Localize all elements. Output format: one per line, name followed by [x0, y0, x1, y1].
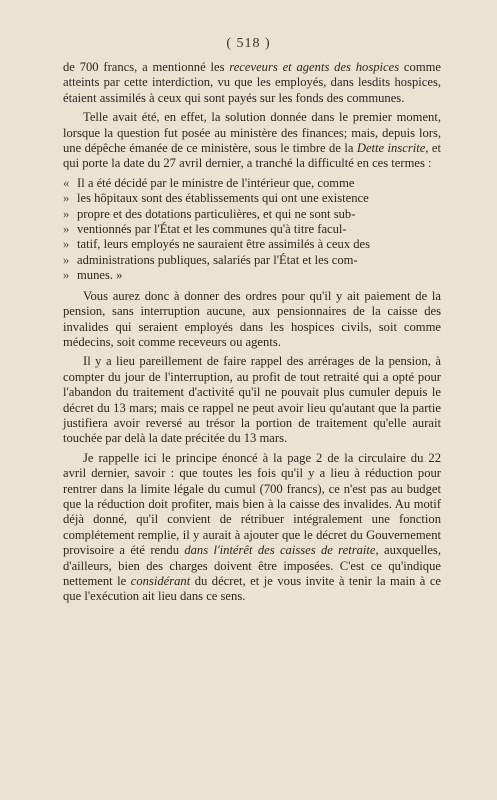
quote-line: [63, 253, 441, 268]
text-run: comme atteints par cette interdiction, vu que les employés, dans lesdits hospices, étaient assimilés à ceux qui sont payés sur les fonds des communes.: [63, 60, 442, 105]
quote-mark: »: [63, 222, 70, 237]
body-text: [63, 60, 441, 609]
quote-mark: »: [63, 206, 70, 221]
text-run: , et qui porte la date du 27 avril dernier, a tranché la difficulté en ces termes :: [63, 141, 441, 171]
paragraph-continuation: [63, 60, 441, 106]
quote-mark: »: [63, 268, 70, 283]
text-run: Je rappelle ici le principe énoncé à la page 2 de la circulaire du 22 avril dernier, savoir : que toutes les fois qu'il y a lieu à réduction pour rentrer dans la limite légale du cumul (700 francs), ce n'est pas au budget que la réduction doit profiter, mais bien à la caisse des invalides. Au motif déjà donné, qu'il convient de rétribuer intégralement une fonction complétement remplie, il y aurait à ajouter que le décret du Gouvernement provisoire a été rendu: [63, 450, 441, 558]
paragraph: [63, 451, 441, 605]
paragraph: Il y a lieu pareillement de faire rappel des arrérages de la pension, à compter du jour de l'interruption, au profit de tout retraité qui a opté pour l'abandon du traitement d'activité qu'il ne pouvait plus cumuler depuis le décret du 13 mars; mais ce rappel ne peut avoir lieu qu'autant que la partie justifiera avoir reversé au trésor la portion de traitement qu'elle aurait touchée par delà la date précitée du 13 mars.: [63, 354, 441, 446]
quote-line-text: munes. »: [77, 268, 123, 283]
quote-line: [63, 268, 441, 283]
quote-line-text: tatif, leurs employés ne sauraient être assimilés à ceux des: [77, 237, 371, 252]
italic-run: considérant: [130, 574, 191, 588]
quote-line: [63, 222, 441, 237]
page-number: ( 518 ): [226, 36, 271, 51]
quote-line-text: Il a été décidé par le ministre de l'intérieur que, comme: [77, 175, 355, 190]
quote-line: [63, 176, 441, 191]
text-run: , auxquelles, d'ailleurs, bien des charges doivent être imposées. C'est ce qu'indique nettement le: [63, 543, 441, 588]
quote-line-text: administrations publiques, salariés par l'État et les com-: [77, 252, 358, 267]
paragraph: [63, 110, 441, 172]
text-run: Telle avait été, en effet, la solution donnée dans le premier moment, lorsque la question fut posée au ministère des finances; mais, depuis lors, une dépêche émanée de ce ministère, sous le timbre de la: [63, 110, 441, 156]
text-run: du décret, et je vous invite à tenir la main à ce que l'exécution ait lieu dans ce sens.: [63, 574, 441, 604]
quote-mark: »: [63, 252, 70, 267]
paragraph: Vous aurez donc à donner des ordres pour qu'il y ait paiement de la pension, sans interruption aucune, aux pensionnaires de la caisse des invalides qui seraient employés dans les hospices civils, soit comme médecins, soit comme receveurs ou agents.: [63, 288, 441, 349]
quote-line-text: ventionnés par l'État et les communes qu'à titre facul-: [77, 222, 347, 237]
block-quote: [63, 176, 441, 284]
quote-mark: «: [63, 175, 70, 190]
italic-run: Dette inscrite: [356, 141, 426, 156]
quote-mark: »: [63, 191, 70, 206]
italic-run: receveurs et agents des hospices: [229, 60, 400, 74]
quote-line: [63, 207, 441, 222]
quote-line-text: propre et des dotations particulières, et qui ne sont sub-: [77, 206, 356, 221]
quote-line-text: les hôpitaux sont des établissements qui ont une existence: [77, 191, 369, 206]
quote-line: [63, 237, 441, 252]
quote-mark: »: [63, 237, 70, 252]
italic-run: dans l'intérêt des caisses de retraite: [184, 543, 376, 558]
text-run: de 700 francs, a mentionné les: [63, 60, 230, 74]
quote-line: [63, 191, 441, 206]
